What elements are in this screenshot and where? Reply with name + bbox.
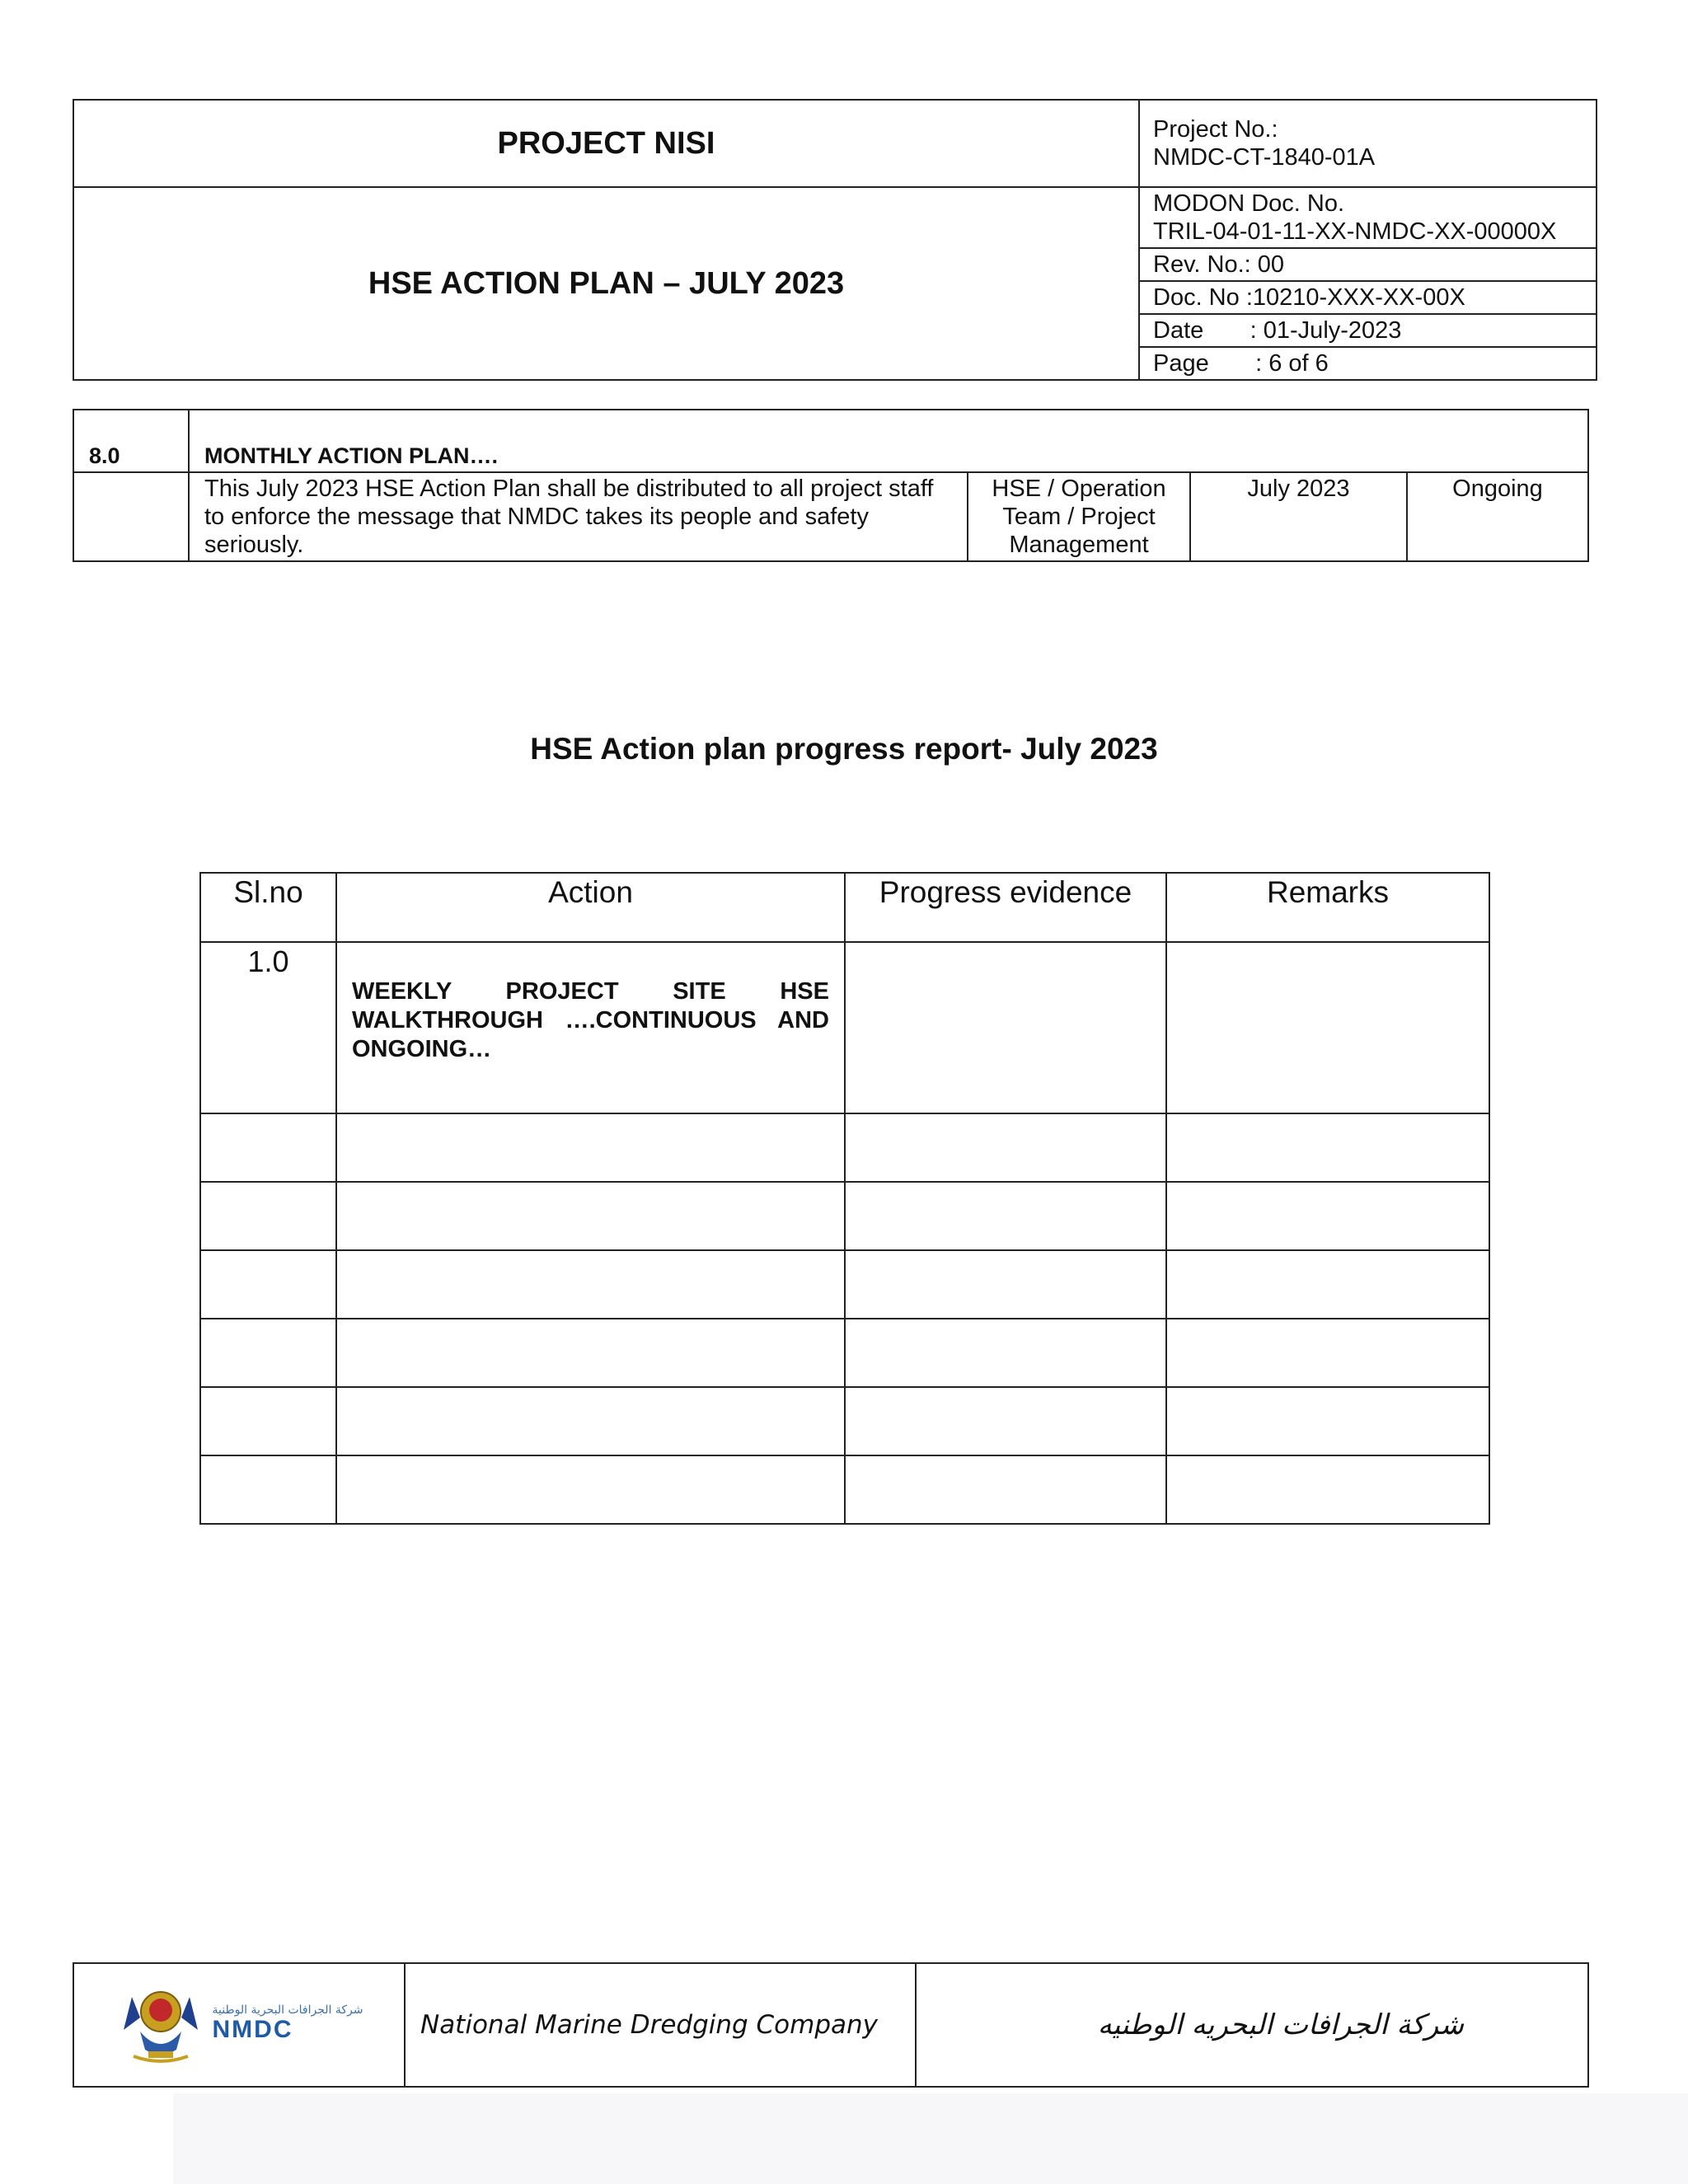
empty-cell xyxy=(1166,1387,1489,1455)
column-header-progress-evidence: Progress evidence xyxy=(845,873,1166,942)
modon-number: TRIL-04-01-11-XX-NMDC-XX-00000X xyxy=(1153,218,1557,245)
project-number-cell xyxy=(1139,100,1597,187)
empty-cell xyxy=(200,1250,336,1319)
empty-cell xyxy=(336,1250,845,1319)
plan-status: Ongoing xyxy=(1407,472,1588,561)
progress-report-title: HSE Action plan progress report- July 2023 xyxy=(530,732,1158,766)
document-footer xyxy=(73,1962,1589,2088)
table-row xyxy=(200,1250,1489,1319)
falcon-emblem-icon xyxy=(115,1980,206,2066)
logo-wordmark: NMDC xyxy=(212,2015,293,2043)
doc-date: Date : 01-July-2023 xyxy=(1139,314,1597,347)
doc-number: Doc. No :10210-XXX-XX-00X xyxy=(1139,281,1597,314)
column-header-remarks: Remarks xyxy=(1166,873,1489,942)
document-header xyxy=(73,99,1597,381)
company-name-english: National Marine Dredging Company xyxy=(405,1963,916,2087)
empty-cell xyxy=(1166,1113,1489,1182)
table-row xyxy=(200,1319,1489,1387)
column-header-action: Action xyxy=(336,873,845,942)
column-header-slno: Sl.no xyxy=(200,873,336,942)
page-shade xyxy=(173,2093,1688,2184)
empty-cell xyxy=(1166,1250,1489,1319)
responsible-party: HSE / Operation Team / Project Management xyxy=(968,472,1190,561)
logo-arabic-text: شركة الجرافات البحرية الوطنية xyxy=(212,2003,363,2017)
table-row xyxy=(200,1455,1489,1524)
empty-cell xyxy=(845,1182,1166,1250)
row-progress-evidence xyxy=(845,942,1166,1113)
revision-number: Rev. No.: 00 xyxy=(1139,248,1597,281)
section-heading: MONTHLY ACTION PLAN…. xyxy=(189,410,1588,472)
table-row xyxy=(200,1113,1489,1182)
page-number: Page : 6 of 6 xyxy=(1139,347,1597,380)
plan-description: This July 2023 HSE Action Plan shall be distributed to all project staff to enforce the message that NMDC takes its people and safety seriously. xyxy=(189,472,968,561)
empty-cell xyxy=(845,1113,1166,1182)
empty-cell xyxy=(1166,1455,1489,1524)
monthly-action-plan-section xyxy=(73,409,1589,562)
empty-cell xyxy=(336,1319,845,1387)
empty-cell xyxy=(336,1387,845,1455)
row-slno: 1.0 xyxy=(200,942,336,1113)
empty-cell xyxy=(1166,1319,1489,1387)
empty-cell xyxy=(200,1182,336,1250)
empty-cell xyxy=(845,1319,1166,1387)
row-action: WEEKLY PROJECT SITE HSE WALKTHROUGH ….CONTINUOUS AND ONGOING… xyxy=(336,942,845,1113)
project-no-label: Project No.: xyxy=(1153,116,1278,143)
empty-cell xyxy=(200,1113,336,1182)
empty-cell xyxy=(845,1387,1166,1455)
project-title: PROJECT NISI xyxy=(73,100,1139,187)
document-title: HSE ACTION PLAN – JULY 2023 xyxy=(73,187,1139,380)
modon-label: MODON Doc. No. xyxy=(1153,190,1345,217)
empty-cell xyxy=(200,1387,336,1455)
empty-cell xyxy=(336,1113,845,1182)
empty-cell xyxy=(845,1250,1166,1319)
empty-cell xyxy=(845,1455,1166,1524)
progress-report-table xyxy=(199,872,1490,1525)
table-row xyxy=(200,942,1489,1113)
company-logo xyxy=(73,1963,405,2087)
row-remarks xyxy=(1166,942,1489,1113)
empty-cell xyxy=(200,1455,336,1524)
empty-cell xyxy=(336,1182,845,1250)
project-no: NMDC-CT-1840-01A xyxy=(1153,144,1376,171)
section-number: 8.0 xyxy=(73,410,189,472)
table-row xyxy=(200,1387,1489,1455)
table-row xyxy=(200,1182,1489,1250)
company-name-arabic: شركة الجرافات البحريه الوطنيه xyxy=(916,1963,1588,2087)
empty-cell xyxy=(336,1455,845,1524)
plan-timing: July 2023 xyxy=(1190,472,1407,561)
empty-cell xyxy=(73,472,189,561)
empty-cell xyxy=(200,1319,336,1387)
modon-doc-cell xyxy=(1139,187,1597,248)
empty-cell xyxy=(1166,1182,1489,1250)
